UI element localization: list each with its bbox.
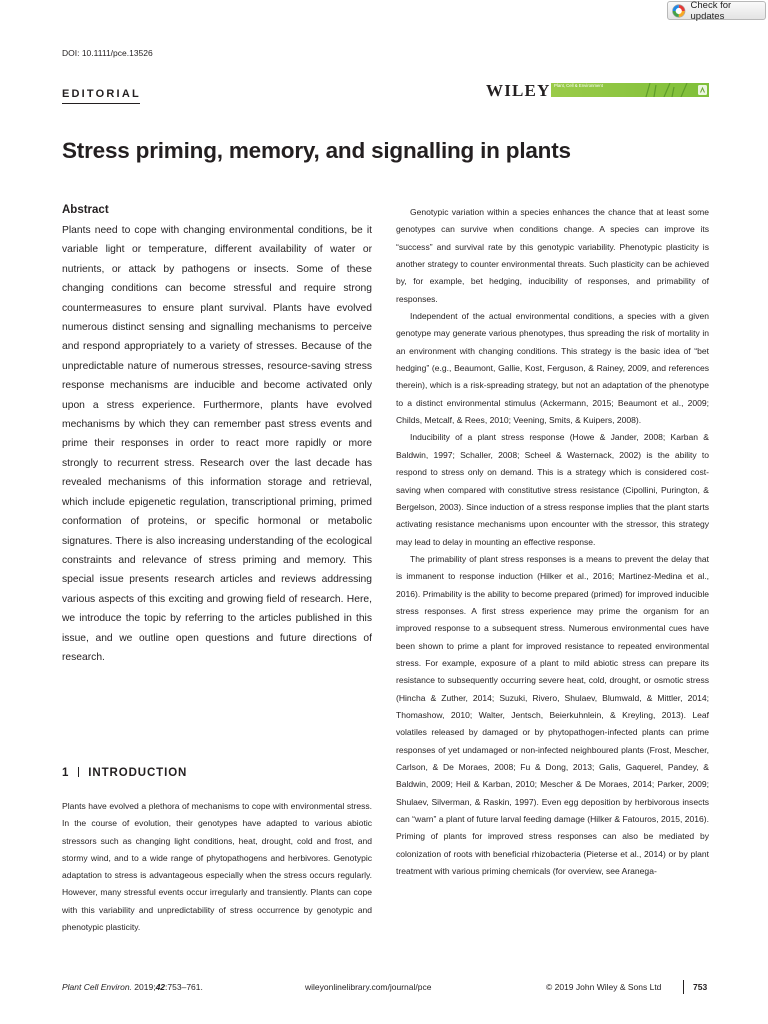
- footer-pages: :753–761.: [165, 982, 203, 992]
- page-number: 753: [693, 982, 708, 992]
- check-for-updates-label: Check for updates: [690, 0, 732, 22]
- footer-journal-name: Plant Cell Environ.: [62, 982, 132, 992]
- abstract-body: Plants need to cope with changing environmental conditions, be it variable light or temperature, different availability of water or nutrients, or attack by pathogens or insects. Some of these changing conditions can become stressful and require strong countermeasures to ensure plant survival. Plants have evolved numerous distinct sensing and signalling mechanisms to perceive and respond appropriately to a variety of stresses. Because of the unpredictable nature of numerous stresses, resource-saving stress response mechanisms are inducible and become activated only upon a stress experience. Furthermore, plants have evolved mechanisms by which they can remember past stress events and prime their responses in order to react more rapidly or more strongly to recurrent stress. Research over the last decade has revealed mechanisms of this information storage and retrieval, which include epigenetic regulation, transcriptional priming, primed conformation of proteins, or specific hormonal or metabolic signatures. There is also increasing understanding of the ecological constraints and relevance of stress priming and memory. This special issue presents research articles and reviews addressing various aspects of this exciting and growing field of research. Here, we introduce the topic by referring to the articles published in this issue, and we outline open questions and future directions of research.: [62, 225, 372, 663]
- footer-copyright: © 2019 John Wiley & Sons Ltd: [546, 982, 662, 992]
- right-column: [396, 204, 709, 880]
- body-paragraph: The primability of plant stress responses is a means to prevent the delay that is immanent to response induction (Hilker et al., 2016; Martinez-Medina et al., 2016). Primability is the ability to become prepared (primed) for improved inducible stress responses. A first stress experience may prime the organism for an improved response to a subsequent stress. Numerous environmental cues have been shown to prime a plant for improved resistance to repeated environmental stress. For example, exposure of a plant to mild abiotic stress can prepare its resistance to subsequently occurring severe heat, cold, drought, or osmotic stress (Hincha & Zuther, 2014; Suzuki, Rivero, Shulaev, Blumwald, & Mittler, 2014; Thomashow, 2010; Walter, Jentsch, Beierkuhnlein, & Kreyling, 2013). Leaf volatiles released by damaged or by phytopathogen-infected plants can prime responses of yet undamaged or non-infected neighboured plants (Frost, Mescher, Carlson, & De Moraes, 2008; Fu & Dong, 2013; Galis, Gaquerel, Pandey, & Baldwin, 2009; Heil & Karban, 2010; Mescher & De Moraes, 2014; Parker, 2009; Shulaev, Silverman, & Raskin, 1997). Even egg deposition by herbivorous insects can “warn” a plant of future larval feeding damage (Hilker & Fatouros, 2015, 2016). Priming of plants for improved stress responses can also be mediated by colonization of roots with beneficial rhizobacteria (Pieterse et al., 2014) or by plant treatment with various priming chemicals (for overview, see Aranega-: [396, 553, 709, 877]
- section-label: EDITORIAL: [62, 88, 141, 100]
- section-underline: [62, 103, 140, 104]
- check-for-updates-button[interactable]: [667, 1, 766, 20]
- section-title: INTRODUCTION: [88, 767, 188, 779]
- crossmark-icon: [672, 4, 686, 18]
- footer-volume: 42: [155, 982, 166, 992]
- section-separator: [78, 767, 79, 777]
- body-paragraph: Genotypic variation within a species enhances the chance that at least some genotypes can survive when conditions change. A species can improve its “success” and survival rate by this genotypic variability. Phenotypic plasticity is another strategy to counter environmental threats. Such plasticity can be achieved by, for example, bet hedging, inducibility of responses, and primability of responses.: [396, 207, 709, 304]
- introduction-paragraph: Plants have evolved a plethora of mechanisms to cope with environmental stress. In the course of evolution, their genotypes have adapted to various abiotic stressors such as changing light conditions, heat, drought, cold and frost, and stormy wind, and to a wide range of phytopathogens and herbivores. Genotypic adaptation to stress is advantageous especially when the stress occurs regularly. However, many stressful events occur irregularly and transiently. Plants can cope with this variability and unpredictability of stress occurrence by genotypic and phenotypic plasticity.: [62, 801, 372, 933]
- body-paragraph: Independent of the actual environmental conditions, a species with a given genotype may generate various phenotypes, thus spreading the risk of mortality in an environment with changing conditions. This strategy is the basic idea of “bet hedging” (e.g., Beaumont, Gallie, Kost, Ferguson, & Rainey, 2009, and references therein), which is a risk-spreading strategy, but not an adaptation of the phenotype to a distinct environmental stimulus (Ackermann, 2015; Beaumont et al., 2009; Childs, Metcalf, & Rees, 2010; Veening, Smits, & Kuipers, 2008).: [396, 311, 709, 426]
- footer-year: 2019;: [134, 982, 156, 992]
- footer-url[interactable]: wileyonlinelibrary.com/journal/pce: [305, 982, 432, 992]
- body-paragraph: Inducibility of a plant stress response (Howe & Jander, 2008; Karban & Baldwin, 1997; Schaller, 2008; Scheel & Wasternack, 2002) is the ability to respond to stress only on demand. This is a strategy which is considered cost-saving when compared with constitutive stress resistance (Cipollini, Purington, & Bergelson, 2003). Since induction of a stress response implies that the plant starts activating resistance mechanisms upon encounter with the stressor, this strategy may lead to delay in mounting an effective response.: [396, 432, 709, 547]
- publisher-logo: WILEY: [486, 81, 551, 100]
- article-title: Stress priming, memory, and signalling in plants: [62, 138, 571, 163]
- doi-line: DOI: 10.1111/pce.13526: [62, 48, 153, 58]
- footer-citation: [62, 982, 203, 992]
- journal-banner: [551, 83, 709, 97]
- footer-divider: [683, 980, 684, 994]
- abstract-heading: Abstract: [62, 204, 109, 216]
- section-number: 1: [62, 767, 70, 779]
- section-heading-introduction: [62, 767, 187, 779]
- journal-banner-text: Plant, Cell & Environment: [554, 83, 603, 88]
